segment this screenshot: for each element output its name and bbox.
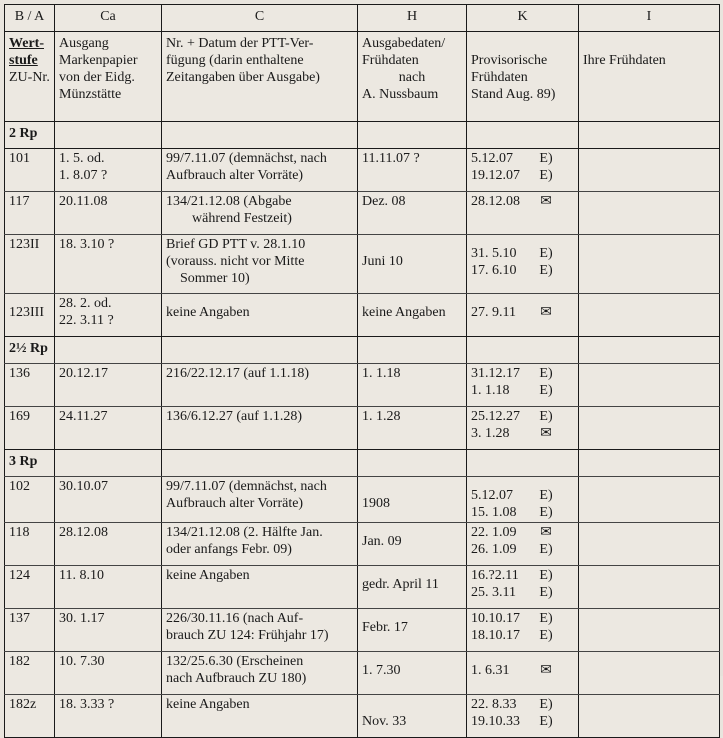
zu-number: 182z [9,697,37,712]
label-ca-line: Ausgang [59,36,109,51]
issue-date: Juni 10 [362,254,403,269]
label-k-line: Provisorische [471,53,548,68]
ptt-order: 216/22.12.17 (auf 1.1.18) [166,366,310,381]
early-date: 26. 1.09 E) [471,542,553,557]
group-label: 2 Rp [5,122,55,149]
paper-date: 1. 5. od. [59,151,105,166]
table-row [5,695,720,738]
table-row [5,235,720,294]
issue-date: 1. 1.18 [362,366,401,381]
label-k [467,32,579,122]
early-date: 3. 1.28 ✉ [471,425,574,442]
your-dates-cell[interactable] [579,407,720,450]
label-ba-line: Wert- [9,36,44,51]
paper-date: 18. 3.33 ? [59,697,115,712]
ptt-order: 99/7.11.07 (demnächst, nach [166,151,327,166]
label-c [162,32,358,122]
zu-number: 169 [9,409,30,424]
label-c-line: Nr. + Datum der PTT-Ver- [166,36,314,51]
label-ca-line: Markenpapier [59,53,138,68]
paper-date: 1. 8.07 ? [59,168,108,183]
early-date: 22. 1.09 ✉ [471,524,574,541]
column-header-h: H [358,5,467,32]
column-header-c: C [162,5,358,32]
early-date: 5.12.07 E) [471,488,553,503]
zu-number: 123II [9,237,40,252]
early-date: 19.12.07 E) [471,168,553,183]
your-dates-cell[interactable] [579,695,720,738]
table-row [5,294,720,337]
zu-number: 102 [9,479,30,494]
zu-number: 123III [9,305,44,320]
label-h-line: Ausgabedaten/ [362,36,446,51]
issue-date: 1. 1.28 [362,409,401,424]
ptt-order: während Festzeit) [192,211,292,226]
column-header-i: I [579,5,720,32]
your-dates-cell[interactable] [579,523,720,566]
paper-date: 30. 1.17 [59,611,105,626]
zu-number: 118 [9,525,30,540]
early-date: 19.10.33 E) [471,714,553,729]
ptt-order: Aufbrauch alter Vorräte) [166,496,304,511]
your-dates-cell[interactable] [579,235,720,294]
early-date: 1. 6.31 ✉ [471,662,574,679]
label-k-line: Frühdaten [471,70,528,85]
your-dates-cell[interactable] [579,364,720,407]
your-dates-cell[interactable] [579,609,720,652]
stamp-data-table [4,4,720,738]
paper-date: 24.11.27 [59,409,108,424]
early-date: 25. 3.11 E) [471,585,553,600]
ptt-order: 136/6.12.27 (auf 1.1.28) [166,409,303,424]
label-ba [5,32,55,122]
early-date: 16.?2.11 E) [471,568,553,583]
early-date: 31.12.17 E) [471,366,553,381]
ptt-order: keine Angaben [166,697,250,712]
early-date: 5.12.07 E) [471,151,553,166]
ptt-order: keine Angaben [166,568,250,583]
paper-date: 11. 8.10 [59,568,104,583]
label-ca [55,32,162,122]
issue-date: Febr. 17 [362,620,408,635]
zu-number: 137 [9,611,30,626]
group-label: 3 Rp [5,450,55,477]
early-date: 31. 5.10 E) [471,246,553,261]
zu-number: 117 [9,194,30,209]
paper-date: 28.12.08 [59,525,108,540]
issue-date: keine Angaben [362,305,446,320]
group-row-3rp [5,450,720,477]
envelope-icon: ✉ [540,305,552,320]
ptt-order: brauch ZU 124: Frühjahr 17) [166,628,329,643]
early-date: 18.10.17 E) [471,628,553,643]
paper-date: 20.11.08 [59,194,108,209]
issue-date: 1908 [362,496,390,511]
group-row-2-5rp [5,337,720,364]
table-row [5,609,720,652]
issue-date: 1. 7.30 [362,663,401,678]
envelope-icon: ✉ [540,663,552,678]
column-letter-row [5,5,720,32]
table-row [5,407,720,450]
envelope-icon: ✉ [540,194,552,209]
table-row [5,192,720,235]
ptt-order: 132/25.6.30 (Erscheinen [166,654,304,669]
paper-date: 30.10.07 [59,479,108,494]
group-row-2rp [5,122,720,149]
column-header-k: K [467,5,579,32]
your-dates-cell[interactable] [579,652,720,695]
ptt-order: nach Aufbrauch ZU 180) [166,671,307,686]
table-row [5,149,720,192]
your-dates-cell[interactable] [579,294,720,337]
issue-date: 11.11.07 ? [362,151,420,166]
ptt-order: 226/30.11.16 (nach Auf- [166,611,304,626]
early-date: 22. 8.33 E) [471,697,553,712]
your-dates-cell[interactable] [579,477,720,523]
group-label: 2½ Rp [5,337,55,364]
envelope-icon: ✉ [540,525,552,540]
table-row [5,652,720,695]
paper-date: 28. 2. od. [59,296,112,311]
table-row [5,566,720,609]
column-label-row [5,32,720,122]
paper-date: 10. 7.30 [59,654,105,669]
label-k-line: Stand Aug. 89) [471,87,556,102]
ptt-order: oder anfangs Febr. 09) [166,542,292,557]
ptt-order: keine Angaben [166,305,250,320]
paper-date: 20.12.17 [59,366,108,381]
envelope-icon: ✉ [540,426,552,441]
label-i-line: Ihre Frühdaten [583,53,666,68]
paper-date: 18. 3.10 ? [59,237,115,252]
table-row [5,523,720,566]
label-h-line: A. Nussbaum [362,87,439,102]
table-row [5,364,720,407]
issue-date: Jan. 09 [362,534,402,549]
early-date: 15. 1.08 E) [471,505,553,520]
your-dates-cell[interactable] [579,149,720,192]
zu-number: 124 [9,568,30,583]
paper-date: 22. 3.11 ? [59,313,114,328]
early-date: 25.12.27 E) [471,409,553,424]
ptt-order: 99/7.11.07 (demnächst, nach [166,479,327,494]
ptt-order: (vorauss. nicht vor Mitte [166,254,305,269]
label-i [579,32,720,122]
early-date: 28.12.08 ✉ [471,193,574,210]
ptt-order: Sommer 10) [180,271,250,286]
early-date: 17. 6.10 E) [471,263,553,278]
zu-number: 136 [9,366,30,381]
issue-date: Dez. 08 [362,194,406,209]
column-header-ca: Ca [55,5,162,32]
label-ca-line: von der Eidg. [59,70,135,85]
your-dates-cell[interactable] [579,192,720,235]
early-date: 10.10.17 E) [471,611,553,626]
table-row [5,477,720,523]
label-h [358,32,467,122]
label-ba-line: ZU-Nr. [9,70,50,85]
early-date: 1. 1.18 E) [471,383,553,398]
label-c-line: fügung (darin enthaltene [166,53,304,68]
ptt-order: 134/21.12.08 (Abgabe [166,194,292,209]
issue-date: Nov. 33 [362,714,407,729]
label-h-line: Frühdaten [362,53,419,68]
zu-number: 182 [9,654,30,669]
column-header-ba: B / A [5,5,55,32]
early-date: 27. 9.11 ✉ [471,304,574,321]
label-c-line: Zeitangaben über Ausgabe) [166,70,320,85]
label-ca-line: Münzstätte [59,87,122,102]
issue-date: gedr. April 11 [362,577,439,592]
label-h-line: nach [398,70,426,85]
ptt-order: Brief GD PTT v. 28.1.10 [166,237,306,252]
your-dates-cell[interactable] [579,566,720,609]
ptt-order: 134/21.12.08 (2. Hälfte Jan. [166,525,323,540]
label-ba-line: stufe [9,53,38,68]
zu-number: 101 [9,151,30,166]
ptt-order: Aufbrauch alter Vorräte) [166,168,304,183]
